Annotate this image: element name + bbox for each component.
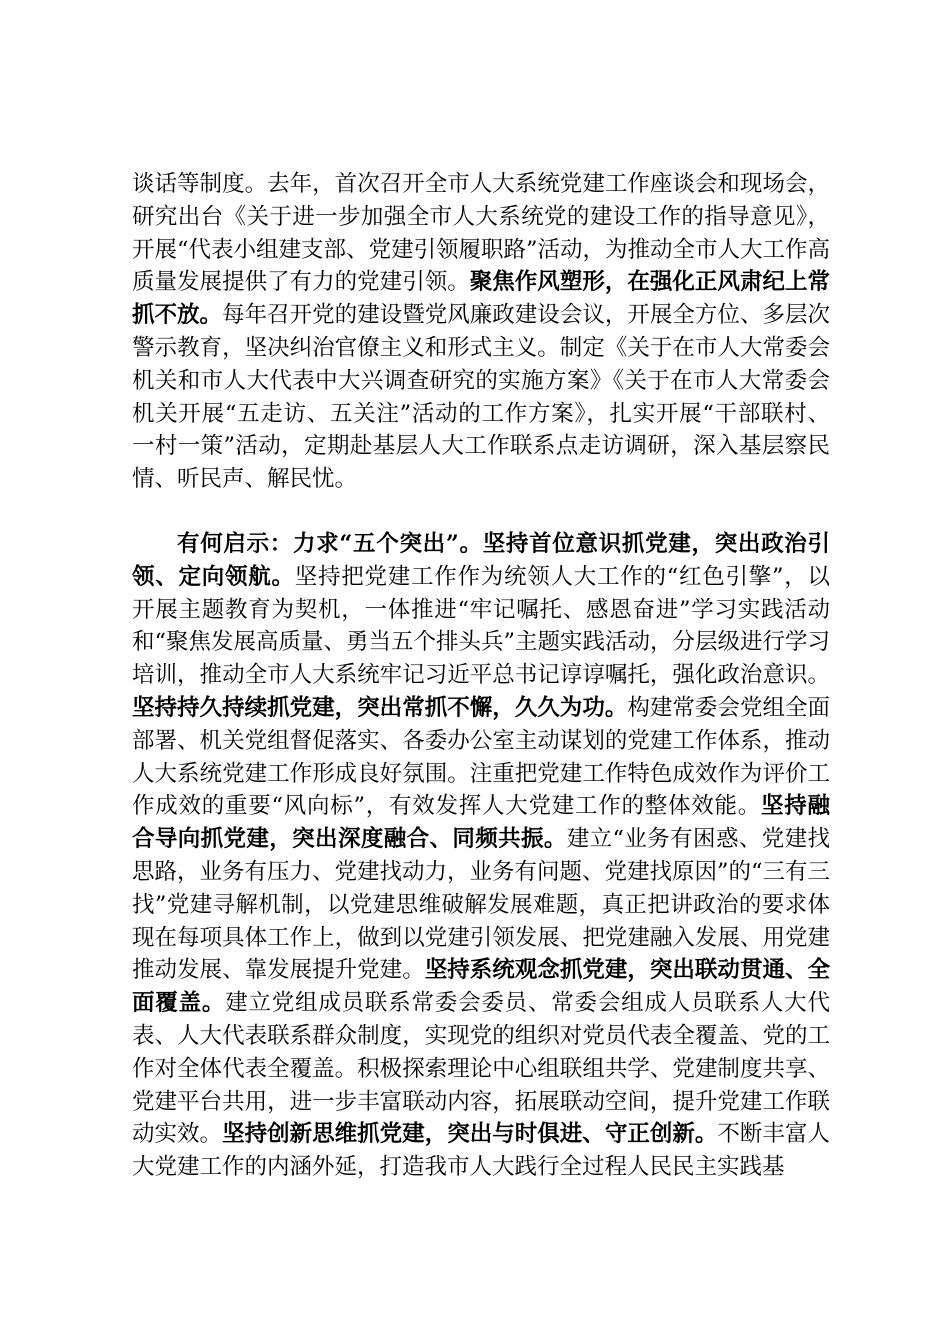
bold-heading-segment: 坚持融合导向抓党建，突出深度融合、同频共振。: [132, 793, 830, 853]
document-page: [132, 168, 830, 1184]
text-segment: 谈话等制度。去年，首次召开全市人大系统党建工作座谈会和现场会，研究出台《关于进一步加强全市人大系统党的建设工作的指导意见》，开展“代表小组建支部、党建引领履职路”活动，为推动全市人大工作高质量发展提供了有力的党建引领。: [132, 171, 831, 296]
text-segment: 不断丰富人大党建工作的内涵外延，打造我市人大践行全过程人民民主实践基: [132, 1121, 830, 1181]
paragraph-work-style: [132, 168, 830, 496]
bold-heading-segment: 坚持创新思维抓党建，突出与时俱进、守正创新。: [222, 1121, 718, 1148]
paragraph-five-highlights: [132, 528, 830, 1184]
text-segment: 坚持把党建工作作为统领人大工作的“红色引擎”，以开展主题教育为契机，一体推进“牢记嘱托、感恩奋进”学习实践活动和“聚焦发展高质量、勇当五个排头兵”主题实践活动，分层级进行学习培训，推动全市人大系统牢记习近平总书记谆谆嘱托，强化政治意识。: [132, 563, 831, 689]
text-segment: 建立“业务有困惑、党建找思路，业务有压力、党建找动力，业务有问题、党建找原因”的“三有三找”党建寻解机制，以党建思维破解发展难题，真正把讲政治的要求体现在每项具体工作上，做到以党建引领发展、把党建融入发展、用党建推动发展、靠发展提升党建。: [132, 826, 831, 984]
text-segment: 每年召开党的建设暨党风廉政建设会议，开展全方位、多层次警示教育，坚决纠治官僚主义和形式主义。制定《关于在市人大常委会机关和市人大代表中大兴调查研究的实施方案》《关于在市人大常委会机关开展“五走访、五关注”活动的工作方案》，扎实开展“干部联村、一村一策”活动，定期赴基层人大工作联系点走访调研，深入基层察民情、听民声、解民忧。: [132, 302, 830, 493]
bold-heading-segment: 坚持系统观念抓党建，突出联动贯通、全面覆盖。: [132, 957, 830, 1017]
bold-heading-segment: 聚焦作风塑形，在强化正风肃纪上常抓不放。: [132, 269, 830, 329]
text-segment: 建立党组成员联系常委会委员、常委会组成人员联系人大代表、人大代表联系群众制度，实现党的组织对党员代表全覆盖、党的工作对全体代表全覆盖。积极探索理论中心组联组共学、党建制度共享、党建平台共用，进一步丰富联动内容，拓展联动空间，提升党建工作联动实效。: [132, 990, 830, 1148]
bold-heading-segment: 有何启示：力求“五个突出”。坚持首位意识抓党建，突出政治引领、定向领航。: [132, 530, 830, 590]
text-segment: 构建常委会党组全面部署、机关党组督促落实、各委办公室主动谋划的党建工作体系，推动人大系统党建工作形成良好氛围。注重把党建工作特色成效作为评价工作成效的重要“风向标”，有效发挥人大党建工作的整体效能。: [132, 694, 830, 820]
bold-heading-segment: 坚持持久持续抓党建，突出常抓不懈，久久为功。: [132, 694, 628, 721]
